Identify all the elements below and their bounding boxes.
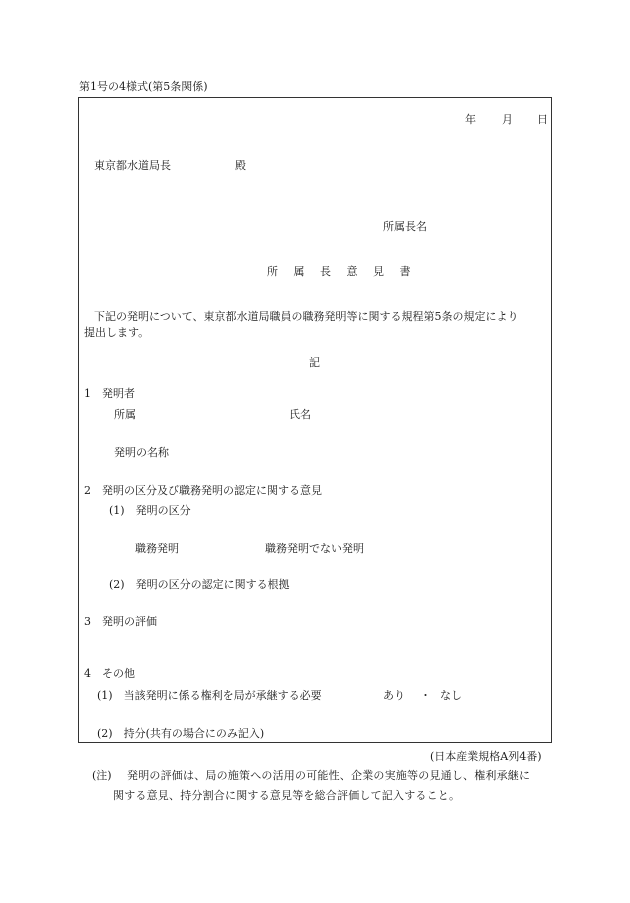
form-frame [78,97,552,743]
section-2-sub-2: (2) 発明の区分の認定に関する根拠 [109,578,290,591]
section-4-sub-1: (1) 当該発明に係る権利を局が承継する必要 [97,689,322,702]
addressee-honorific: 殿 [235,159,246,172]
note-line-1: 発明の評価は、局の施策への活用の可能性、企業の実施等の見通し、権利承継に [127,769,531,782]
option-yes: あり [383,689,405,702]
section-3-heading: 3 発明の評価 [84,615,157,628]
affiliation-label: 所属 [114,408,136,421]
document-title: 所 属 長 意 見 書 [267,265,417,278]
ki-label: 記 [309,356,320,369]
note-line-2: 関する意見、持分割合に関する意見等を総合評価して記入すること。 [113,789,461,802]
intro-line-1: 下記の発明について、東京都水道局職員の職務発明等に関する規程第5条の規定により [94,310,519,323]
note-label: (注) [92,769,112,782]
addressee-org: 東京都水道局長 [94,159,171,172]
section-2-sub-1: (1) 発明の区分 [109,504,191,517]
sender-name-label: 所属長名 [383,220,427,233]
option-no: なし [440,689,462,702]
section-4-heading: 4 その他 [84,667,135,680]
option-separator: ・ [420,689,431,702]
invention-name-label: 発明の名称 [114,446,169,459]
intro-line-2: 提出します。 [84,326,150,339]
date-year-label: 年 [465,113,476,126]
option-work-invention: 職務発明 [135,542,179,555]
option-non-work-invention: 職務発明でない発明 [265,542,364,555]
section-1-heading: 1 発明者 [84,387,135,400]
inventor-name-label: 氏名 [289,408,311,421]
section-4-sub-2: (2) 持分(共有の場合にのみ記入) [97,727,265,740]
date-day-label: 日 [537,113,548,126]
section-2-heading: 2 発明の区分及び職務発明の認定に関する意見 [84,484,322,497]
date-month-label: 月 [502,113,513,126]
paper-size-note: (日本産業規格A列4番) [430,750,542,763]
form-number-label: 第1号の4様式(第5条関係) [79,80,208,93]
